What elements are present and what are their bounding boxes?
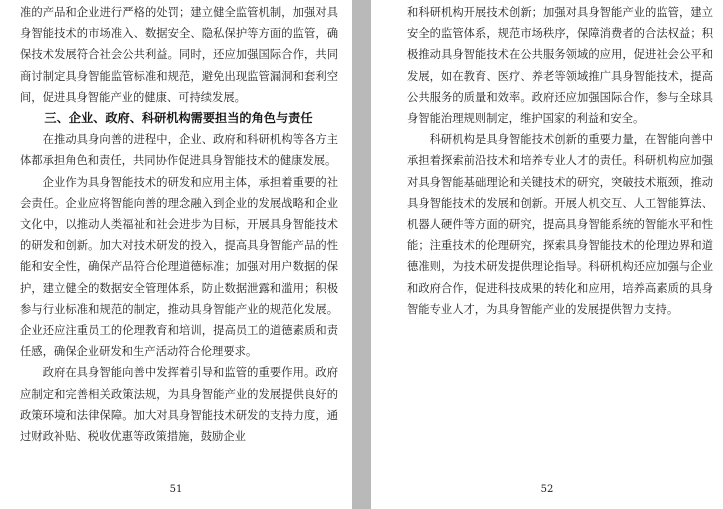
page-51-text [20, 2, 338, 447]
section-heading: 三、企业、政府、科研机构需要担当的角色与责任 [44, 111, 313, 126]
paragraph: 和科研机构开展技术创新；加强对具身智能产业的监管，建立安全的监管体系，规范市场秩序，保障消费者的合法权益；积极推动具身智能技术在公共服务领域的应用，促进社会公平和发展，如在教育、医疗、养老等领域推广具身智能技术，提高公共服务的质量和效率。政府还应加强国际合作，参与全球具身智能治理规则制定，维护国家的利益和安全。 [407, 6, 713, 126]
page-52 [371, 0, 723, 509]
paragraph: 科研机构是具身智能技术创新的重要力量，在智能向善中承担着探索前沿技术和培养专业人才的责任。科研机构应加强对具身智能基础理论和关键技术的研究，突破技术瓶颈，推动具身智能技术的发展和创新。开展人机交互、人工智能算法、机器人硬件等方面的研究，提高具身智能系统的智能水平和性能；注重技术的伦理研究，探索具身智能技术的伦理边界和道德准则，为技术研发提供理论指导。科研机构还应加强与企业和政府合作，促进科技成果的转化和应用，培养高素质的具身智能专业人才，为具身智能产业的发展提供智力支持。 [407, 133, 713, 316]
paragraph: 在推动具身向善的进程中，企业、政府和科研机构等各方主体都承担角色和责任，共同协作促进具身智能技术的健康发展。 [20, 133, 338, 168]
page-52-text [407, 2, 713, 320]
page-51 [0, 0, 352, 509]
paragraph: 企业作为具身智能技术的研发和应用主体，承担着重要的社会责任。企业应将智能向善的理念融入到企业的发展战略和企业文化中，以推动人类福祉和社会进步为目标，开展具身智能技术的研发和创新。加大对技术研发的投入，提高具身智能产品的性能和安全性，确保产品符合伦理道德标准；加强对用户数据的保护，建立健全的数据安全管理体系，防止数据泄露和滥用；积极参与行业标准和规范的制定，推动具身智能产业的规范化发展。企业还应注重员工的伦理教育和培训，提高员工的道德素质和责任感，确保企业研发和生产活动符合伦理要求。 [20, 175, 338, 359]
paragraph: 准的产品和企业进行严格的处罚；建立健全监管机制，加强对具身智能技术的市场准入、数据安全、隐私保护等方面的监管，确保技术发展符合社会公共利益。同时，还应加强国际合作，共同商讨制定具身智能监管标准和规范，避免出现监管漏洞和套利空间，促进具身智能产业的健康、可持续发展。 [20, 6, 338, 104]
page-number: 51 [169, 484, 183, 495]
page-number: 52 [540, 484, 554, 495]
paragraph: 政府在具身智能向善中发挥着引导和监管的重要作用。政府应制定和完善相关政策法规，为具身智能产业的发展提供良好的政策环境和法律保障。加大对具身智能技术研发的支持力度，通过财政补贴、税收优惠等政策措施，鼓励企业 [20, 366, 338, 444]
